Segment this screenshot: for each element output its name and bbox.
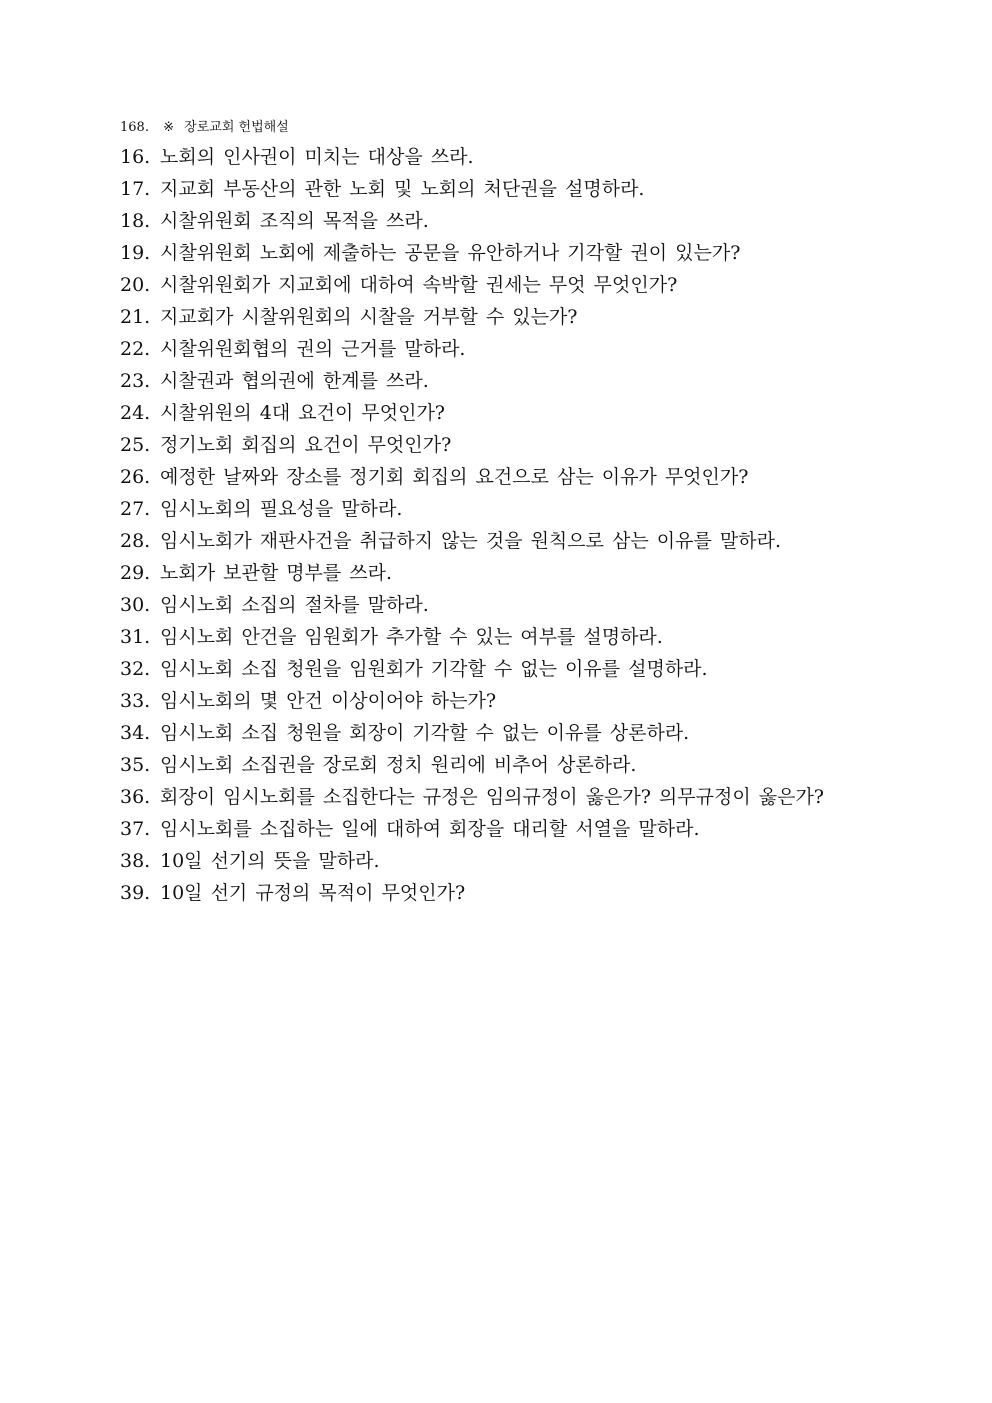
question-text: 임시노회 소집권을 장로회 정치 원리에 비추어 상론하라. <box>160 754 637 776</box>
question-item <box>120 589 880 621</box>
question-text: 시찰위원의 4대 요건이 무엇인가? <box>160 402 445 424</box>
question-text: 정기노회 회집의 요건이 무엇인가? <box>160 434 452 456</box>
question-text: 임시노회 소집 청원을 회장이 기각할 수 없는 이유를 상론하라. <box>160 722 690 744</box>
question-item <box>120 397 880 429</box>
question-item <box>120 557 880 589</box>
question-item <box>120 877 880 909</box>
question-text: 노회가 보관할 명부를 쓰라. <box>160 562 393 584</box>
question-item <box>120 845 880 877</box>
question-text: 예정한 날짜와 장소를 정기회 회집의 요건으로 삼는 이유가 무엇인가? <box>160 466 749 488</box>
question-item <box>120 717 880 749</box>
question-item <box>120 781 880 813</box>
question-item <box>120 237 880 269</box>
question-text: 지교회 부동산의 관한 노회 및 노회의 처단권을 설명하라. <box>160 178 645 200</box>
question-list <box>120 141 880 909</box>
question-number: 16. <box>120 146 151 168</box>
question-number: 35. <box>120 754 151 776</box>
question-number: 31. <box>120 626 151 648</box>
question-text: 시찰위원회협의 권의 근거를 말하라. <box>160 338 466 360</box>
question-number: 30. <box>120 594 151 616</box>
question-text: 지교회가 시찰위원회의 시찰을 거부할 수 있는가? <box>160 306 578 328</box>
question-item <box>120 141 880 173</box>
question-item <box>120 749 880 781</box>
question-number: 34. <box>120 722 151 744</box>
question-number: 18. <box>120 210 151 232</box>
question-number: 33. <box>120 690 151 712</box>
question-item <box>120 365 880 397</box>
question-text: 회장이 임시노회를 소집한다는 규정은 임의규정이 옳은가? 의무규정이 옳은가? <box>160 786 824 808</box>
question-text: 시찰위원회 노회에 제출하는 공문을 유안하거나 기각할 권이 있는가? <box>160 242 741 264</box>
question-item <box>120 525 880 557</box>
question-text: 임시노회 소집의 절차를 말하라. <box>160 594 429 616</box>
question-number: 19. <box>120 242 151 264</box>
question-text: 임시노회가 재판사건을 취급하지 않는 것을 원칙으로 삼는 이유를 말하라. <box>160 530 781 552</box>
question-number: 20. <box>120 274 151 296</box>
question-number: 28. <box>120 530 151 552</box>
book-title: 장로교회 헌법해설 <box>184 120 289 135</box>
question-text: 시찰위원회 조직의 목적을 쓰라. <box>160 210 429 232</box>
reference-mark: ※ <box>163 120 174 135</box>
question-item <box>120 685 880 717</box>
question-item <box>120 813 880 845</box>
question-item <box>120 621 880 653</box>
question-number: 36. <box>120 786 151 808</box>
question-number: 27. <box>120 498 151 520</box>
question-item <box>120 493 880 525</box>
question-number: 39. <box>120 882 151 904</box>
question-text: 임시노회 안건을 임원회가 추가할 수 있는 여부를 설명하라. <box>160 626 663 648</box>
question-item <box>120 173 880 205</box>
question-text: 임시노회 소집 청원을 임원회가 기각할 수 없는 이유를 설명하라. <box>160 658 708 680</box>
question-item <box>120 653 880 685</box>
running-header <box>120 118 289 138</box>
question-number: 29. <box>120 562 151 584</box>
question-text: 시찰권과 협의권에 한계를 쓰라. <box>160 370 429 392</box>
question-text: 노회의 인사권이 미치는 대상을 쓰라. <box>160 146 474 168</box>
question-number: 22. <box>120 338 151 360</box>
question-number: 38. <box>120 850 151 872</box>
question-item <box>120 333 880 365</box>
question-number: 37. <box>120 818 151 840</box>
question-number: 26. <box>120 466 151 488</box>
question-text: 임시노회를 소집하는 일에 대하여 회장을 대리할 서열을 말하라. <box>160 818 700 840</box>
question-number: 24. <box>120 402 151 424</box>
question-item <box>120 301 880 333</box>
question-text: 10일 선기의 뜻을 말하라. <box>160 850 380 872</box>
question-number: 23. <box>120 370 151 392</box>
question-number: 21. <box>120 306 151 328</box>
question-item <box>120 461 880 493</box>
question-item <box>120 269 880 301</box>
question-item <box>120 205 880 237</box>
question-text: 임시노회의 몇 안건 이상이어야 하는가? <box>160 690 497 712</box>
question-text: 시찰위원회가 지교회에 대하여 속박할 권세는 무엇 무엇인가? <box>160 274 678 296</box>
question-text: 10일 선기 규정의 목적이 무엇인가? <box>160 882 466 904</box>
question-number: 17. <box>120 178 151 200</box>
question-number: 32. <box>120 658 151 680</box>
question-text: 임시노회의 필요성을 말하라. <box>160 498 403 520</box>
question-number: 25. <box>120 434 151 456</box>
page-number: 168. <box>120 120 149 135</box>
question-item <box>120 429 880 461</box>
